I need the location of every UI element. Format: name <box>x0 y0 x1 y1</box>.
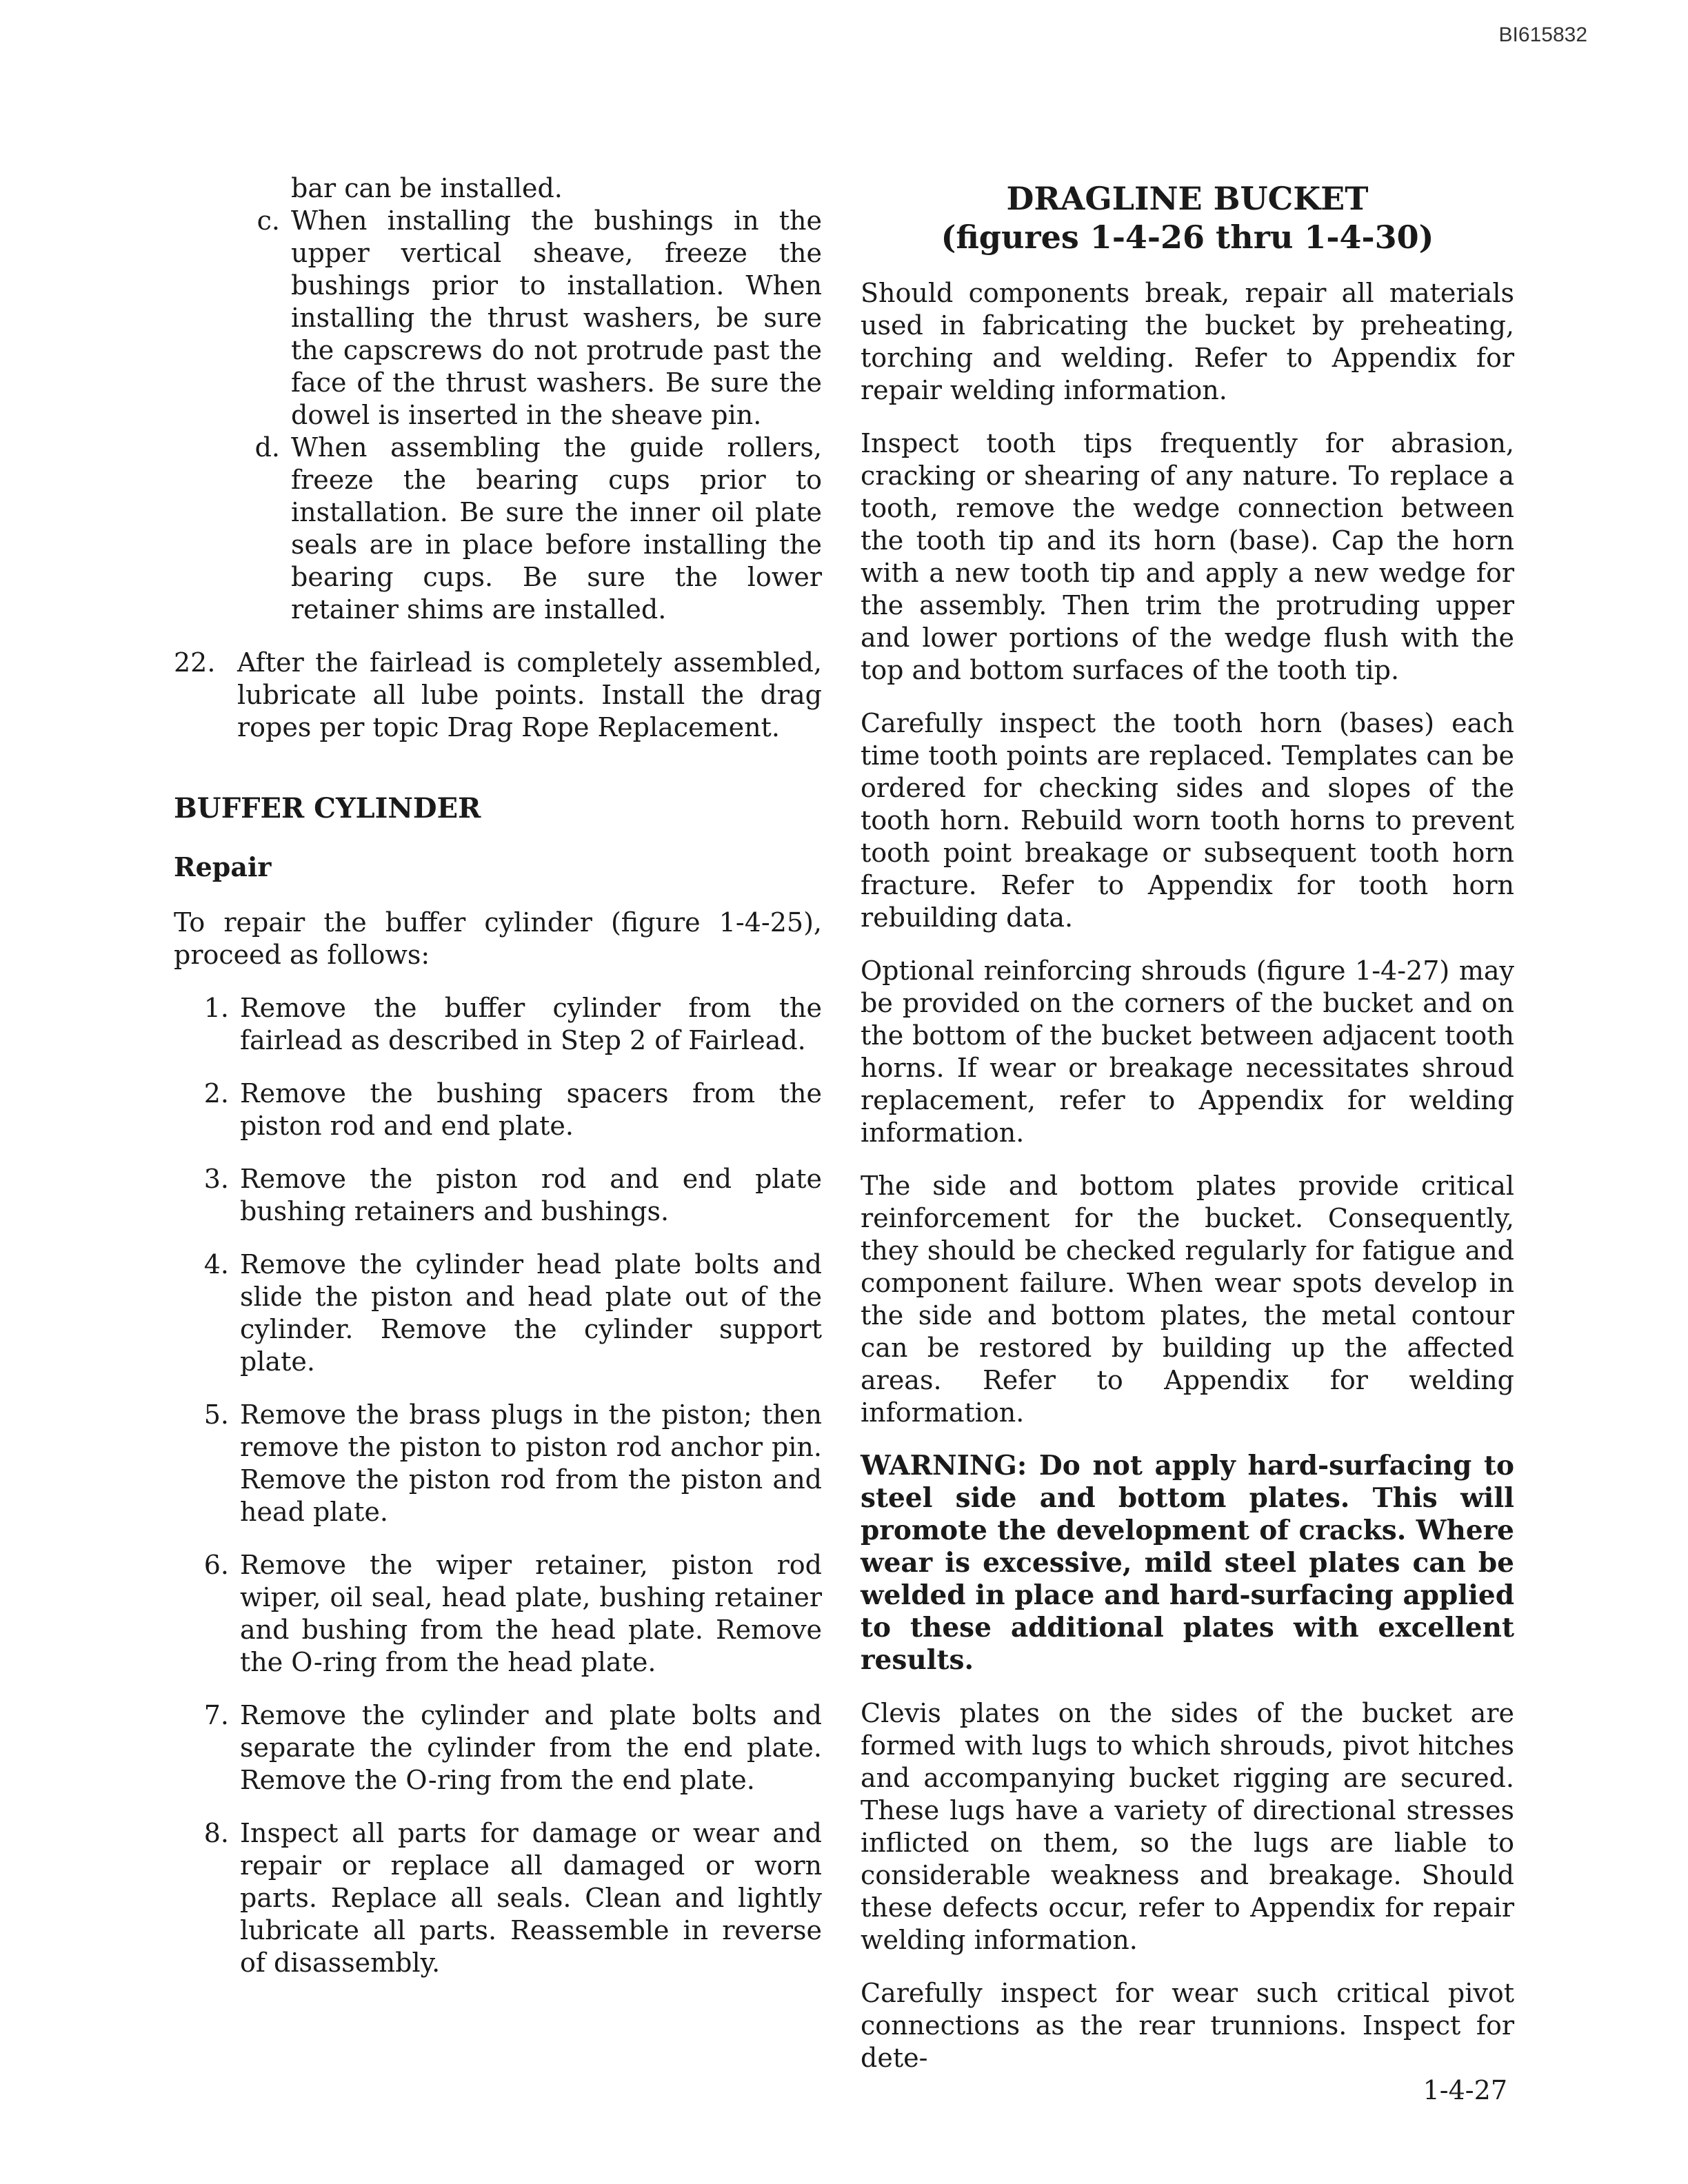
page-number: 1-4-27 <box>1423 2075 1507 2105</box>
sub-heading-repair: Repair <box>174 851 272 882</box>
paragraph: Carefully inspect the tooth horn (bases) each time tooth points are replaced. Templates can be ordered for checking sides and slopes of the tooth horn. Rebuild worn tooth horns to prevent tooth point breakage or subsequent tooth horn fracture. Refer to Appendix for tooth horn rebuilding data. <box>861 708 1514 933</box>
paragraph: Should components break, repair all materials used in fabricating the bucket by preheating, torching and welding. Refer to Appendix for repair welding information. <box>861 278 1514 405</box>
step-text: Remove the cylinder and plate bolts and separate the cylinder from the end plate. Remove the O-ring from the end plate. <box>240 1700 822 1795</box>
step-item <box>174 1549 822 1679</box>
step-number: 2. <box>203 1078 229 1109</box>
list-marker: 22. <box>174 647 216 678</box>
step-number: 3. <box>203 1164 229 1194</box>
left-column <box>174 172 822 2000</box>
step-item <box>174 1399 822 1528</box>
paragraph: Inspect tooth tips frequently for abrasion, cracking or shearing of any nature. To replace a tooth, remove the wedge connection between the tooth tip and its horn (base). Cap the horn with a new tooth tip and apply a new wedge for the assembly. Then trim the protruding upper and lower portions of the wedge flush with the top and bottom surfaces of the tooth tip. <box>861 428 1514 685</box>
right-column <box>861 172 1514 2074</box>
step-number: 1. <box>203 993 229 1023</box>
step-item <box>174 1163 822 1228</box>
list-marker: d. <box>254 432 280 463</box>
step-text: Remove the piston rod and end plate bushing retainers and bushings. <box>240 1164 822 1226</box>
step-number: 6. <box>203 1550 229 1580</box>
section-title <box>861 179 1514 256</box>
step-item <box>174 1817 822 1979</box>
step-number: 7. <box>203 1700 229 1730</box>
step-number: 4. <box>203 1249 229 1280</box>
step-text: Remove the brass plugs in the piston; then remove the piston to piston rod anchor pin. Remove the piston rod from the piston and head plate. <box>240 1399 822 1527</box>
list-item-22 <box>174 647 822 744</box>
paragraph: Carefully inspect for wear such critical pivot connections as the rear trunnions. Inspect for dete- <box>861 1978 1514 2073</box>
document-id: BI615832 <box>1498 23 1587 46</box>
paragraph: Optional reinforcing shrouds (figure 1-4-27) may be provided on the corners of the bucket and on the bottom of the bucket between adjacent tooth horns. If wear or breakage necessitates shroud replacement, refer to Appendix for welding information. <box>861 956 1514 1148</box>
step-item <box>174 1248 822 1378</box>
step-text: Remove the buffer cylinder from the fairlead as described in Step 2 of Fairlead. <box>240 993 822 1055</box>
list-item-c <box>174 205 822 432</box>
repair-steps <box>174 992 822 1979</box>
step-text: Inspect all parts for damage or wear and repair or replace all damaged or worn parts. Replace all seals. Clean and lightly lubricate all parts. Reassemble in reverse of disassembly. <box>240 1818 822 1978</box>
step-item <box>174 992 822 1057</box>
step-item <box>174 1699 822 1797</box>
section-title-main: DRAGLINE BUCKET <box>1006 180 1369 217</box>
step-text: Remove the cylinder head plate bolts and slide the piston and head plate out of the cylinder. Remove the cylinder support plate. <box>240 1249 822 1377</box>
list-text: When installing the bushings in the upper vertical sheave, freeze the bushings prior to installation. When installing the thrust washers, be sure the capscrews do not protrude past the face of the thrust washers. Be sure the dowel is inserted in the sheave pin. <box>291 205 822 430</box>
list-marker: c. <box>257 205 280 236</box>
step-text: Remove the bushing spacers from the piston rod and end plate. <box>240 1078 822 1141</box>
paragraph: The side and bottom plates provide critical reinforcement for the bucket. Consequently, they should be checked regularly for fatigue and component failure. When wear spots develop in the side and bottom plates, the metal contour can be restored by building up the affected areas. Refer to Appendix for welding information. <box>861 1171 1514 1428</box>
section-title-figures: (figures 1-4-26 thru 1-4-30) <box>941 219 1434 256</box>
step-item <box>174 1078 822 1142</box>
list-item-d <box>174 432 822 626</box>
list-text: After the fairlead is completely assembled, lubricate all lube points. Install the drag ropes per topic Drag Rope Replacement. <box>237 647 822 742</box>
continued-line: bar can be installed. <box>291 173 563 203</box>
list-text: When assembling the guide rollers, freeze the bearing cups prior to installation. Be sure the inner oil plate seals are in place before installing the bearing cups. Be sure the lower retainer shims are installed. <box>291 432 822 625</box>
intro-paragraph: To repair the buffer cylinder (figure 1-4-25), proceed as follows: <box>174 907 822 970</box>
section-heading-buffer-cylinder: BUFFER CYLINDER <box>174 792 481 825</box>
step-text: Remove the wiper retainer, piston rod wiper, oil seal, head plate, bushing retainer and bushing from the head plate. Remove the O-ring from the head plate. <box>240 1550 822 1677</box>
step-number: 5. <box>203 1399 229 1430</box>
step-number: 8. <box>203 1818 229 1848</box>
paragraph: Clevis plates on the sides of the bucket are formed with lugs to which shrouds, pivot hitches and accompanying bucket rigging are secured. These lugs have a variety of directional stresses inflicted on them, so the lugs are liable to considerable weakness and breakage. Should these defects occur, refer to Appendix for repair welding information. <box>861 1698 1514 1955</box>
warning-notice: WARNING: Do not apply hard-surfacing to steel side and bottom plates. This will promote the development of cracks. Where wear is excessive, mild steel plates can be welded in place and hard-surfacing applied to these additional plates with excellent results. <box>861 1450 1514 1676</box>
